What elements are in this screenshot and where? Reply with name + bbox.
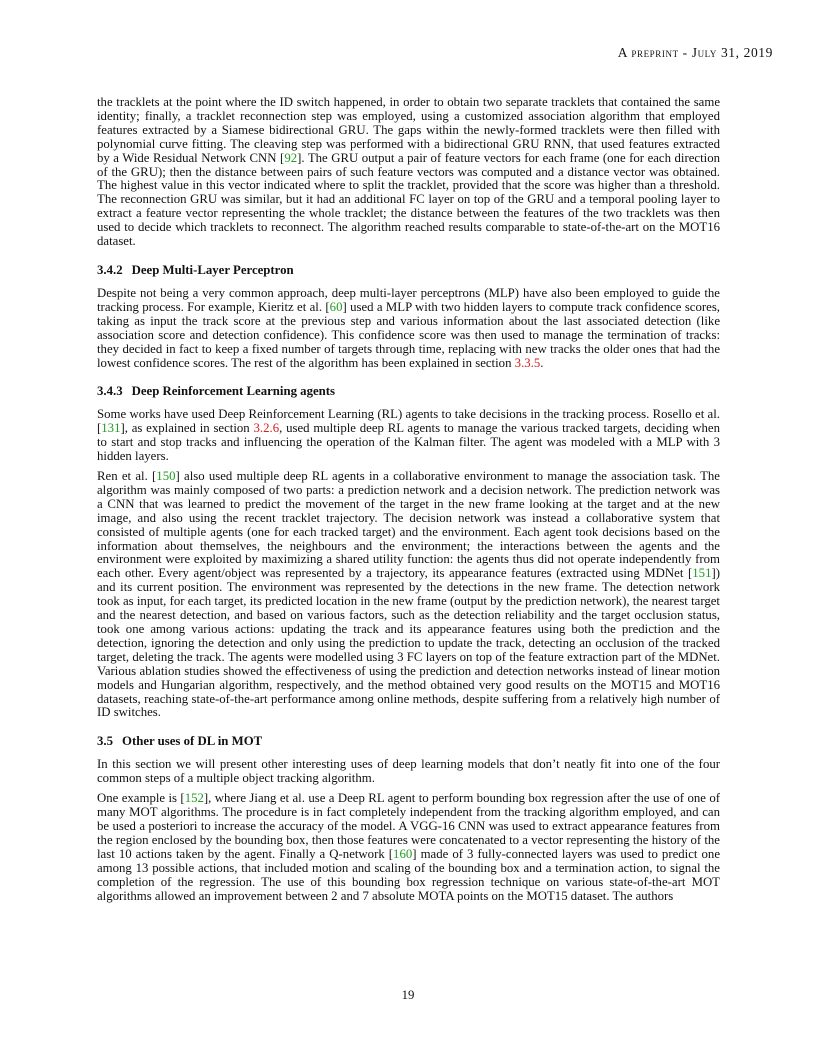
- section-heading-3-4-2: [97, 263, 720, 277]
- section-ref-link[interactable]: 3.3.5: [514, 355, 541, 370]
- paragraph-rl-rosello: [97, 408, 720, 464]
- paragraph-rl-ren: [97, 470, 720, 720]
- text-run: In this section we will present other interesting uses of deep learning models that don’t neatly fit into one of the four common steps of a multiple object tracking algorithm.: [97, 757, 720, 786]
- paragraph-other-uses-intro: [97, 758, 720, 786]
- section-title: Deep Reinforcement Learning agents: [131, 384, 336, 399]
- citation-link[interactable]: 131: [101, 421, 121, 436]
- citation-link[interactable]: 150: [156, 469, 176, 484]
- text-run: .: [540, 355, 544, 370]
- section-number: 3.4.3: [97, 384, 123, 399]
- text-run: Ren et al. [: [97, 469, 157, 484]
- text-run: ]) and its current position. The environment was represented by the detections in the new frame. The detection network took as input, for each target, its predicted location in the new frame (output by the prediction network), the nearest target and the nearest detection, and based on various factors, such as the detection reliability and the target occlusion status, took one among various actions: updating the track and its appearance features using both the prediction and the detection, ignoring the detection and only using the prediction to update the track, detecting an occlusion of the tracked target, deleting the track. The agents were modelled using 3 FC layers on top of the feature extraction part of the MDNet. Various ablation studies showed the effectiveness of using the prediction and detection networks instead of linear motion models and Hungarian algorithm, respectively, and the method obtained very good results on the MOT15 and MOT16 datasets, reaching state-of-the-art performance among online methods, despite suffering from a relatively high number of ID switches.: [97, 566, 720, 720]
- text-run: ] made of 3 fully-connected layers was used to predict one among 13 possible actions, that included motion and scaling of the bounding box and a termination action, to signal the completion of the regression. The use of this bounding box regression technique on various state-of-the-art MOT algorithms allowed an improvement between 2 and 7 absolute MOTA points on the MOT15 dataset. The authors: [97, 846, 720, 903]
- body-text: [97, 96, 720, 909]
- text-run: One example is [: [97, 791, 185, 806]
- paragraph-tracklet-cleaving: [97, 96, 720, 249]
- citation-link[interactable]: 151: [692, 566, 712, 581]
- text-run: ]. The GRU output a pair of feature vectors for each frame (one for each direction of the GRU); then the distance between pairs of such feature vectors was computed and a distance vector was obtained. The highest value in this vector indicated where to split the tracklet, provided that the score was higher than a threshold. The reconnection GRU was similar, but it had an additional FC layer on top of the GRU and a temporal pooling layer to extract a feature vector representing the whole tracklet; the distance between the features of the two tracklets was then used to decide which tracklets to reconnect. The algorithm reached results comparable to state-of-the-art on the MOT16 dataset.: [97, 150, 720, 249]
- citation-link[interactable]: 92: [284, 150, 298, 165]
- paragraph-mlp: [97, 287, 720, 370]
- text-run: ], as explained in section: [120, 421, 254, 436]
- section-ref-link[interactable]: 3.2.6: [253, 421, 280, 436]
- text-run: Despite not being a very common approach, deep multi-layer perceptrons (MLP) have also been employed to guide the tracking process. For example, Kieritz et al. [: [97, 285, 720, 314]
- citation-link[interactable]: 152: [184, 791, 204, 806]
- text-run: the tracklets at the point where the ID switch happened, in order to obtain two separate tracklets that contained the same identity; finally, a tracklet reconnection step was employed, using a customized association algorithm that employed features extracted by a Siamese bidirectional GRU. The gaps within the newly-formed tracklets were then filled with polynomial curve fitting. The cleaving step was performed with a bidirectional GRU RNN, that used features extracted by a Wide Residual Network CNN [: [97, 95, 720, 165]
- section-heading-3-5: [97, 734, 720, 748]
- paragraph-bbox-regression: [97, 792, 720, 903]
- section-heading-3-4-3: [97, 384, 720, 398]
- text-run: ], where Jiang et al. use a Deep RL agent to perform bounding box regression after the use of one of many MOT algorithms. The procedure is in fact completely independent from the tracking algorithm employed, and can be used a posteriori to increase the accuracy of the model. A VGG-16 CNN was used to extract appearance features from the region enclosed by the bounding box, then those features were concatenated to a vector representing the history of the last 10 actions taken by the agent. Finally a Q-network [: [97, 791, 720, 861]
- citation-link[interactable]: 160: [393, 846, 413, 861]
- text-run: ] also used multiple deep RL agents in a collaborative environment to manage the association task. The algorithm was mainly composed of two parts: a prediction network and a decision network. The prediction network was a CNN that was learned to predict the movement of the target in the new frame looking at the target and at the new image, and also using the recent tracklet trajectory. The decision network was instead a collaborative system that consisted of multiple agents (one for each tracked target) and the environment. Each agent took decisions based on the information about themselves, the neighbours and the environment; the interactions between the agents and the environment were exploited by maximizing a shared utility function: the agents thus did not operate independently from each other. Every agent/object was represented by a trajectory, its appearance features (extracted using MDNet [: [97, 469, 720, 581]
- page-number: 19: [401, 988, 415, 1002]
- text-run: ] used a MLP with two hidden layers to compute track confidence scores, taking as input the track score at the previous step and various information about the last associated detection (like association score and detection confidence). This confidence score was then used to manage the termination of tracks: they decided in fact to keep a fixed number of targets through time, replacing with new tracks the older ones that had the lowest confidence scores. The rest of the algorithm has been explained in section: [97, 299, 721, 370]
- section-title: Deep Multi-Layer Perceptron: [131, 262, 294, 277]
- section-number: 3.4.2: [97, 262, 123, 277]
- running-head: A preprint - July 31, 2019: [617, 45, 773, 60]
- text-run: Some works have used Deep Reinforcement Learning (RL) agents to take decisions in the tracking process. Rosello et al. [: [97, 407, 720, 436]
- citation-link[interactable]: 60: [329, 299, 343, 314]
- section-title: Other uses of DL in MOT: [122, 734, 263, 749]
- section-number: 3.5: [97, 734, 113, 749]
- text-run: , used multiple deep RL agents to manage the various tracked targets, deciding when to start and stop tracks and influencing the operation of the Kalman filter. The agent was modeled with a MLP with 3 hidden layers.: [97, 421, 720, 464]
